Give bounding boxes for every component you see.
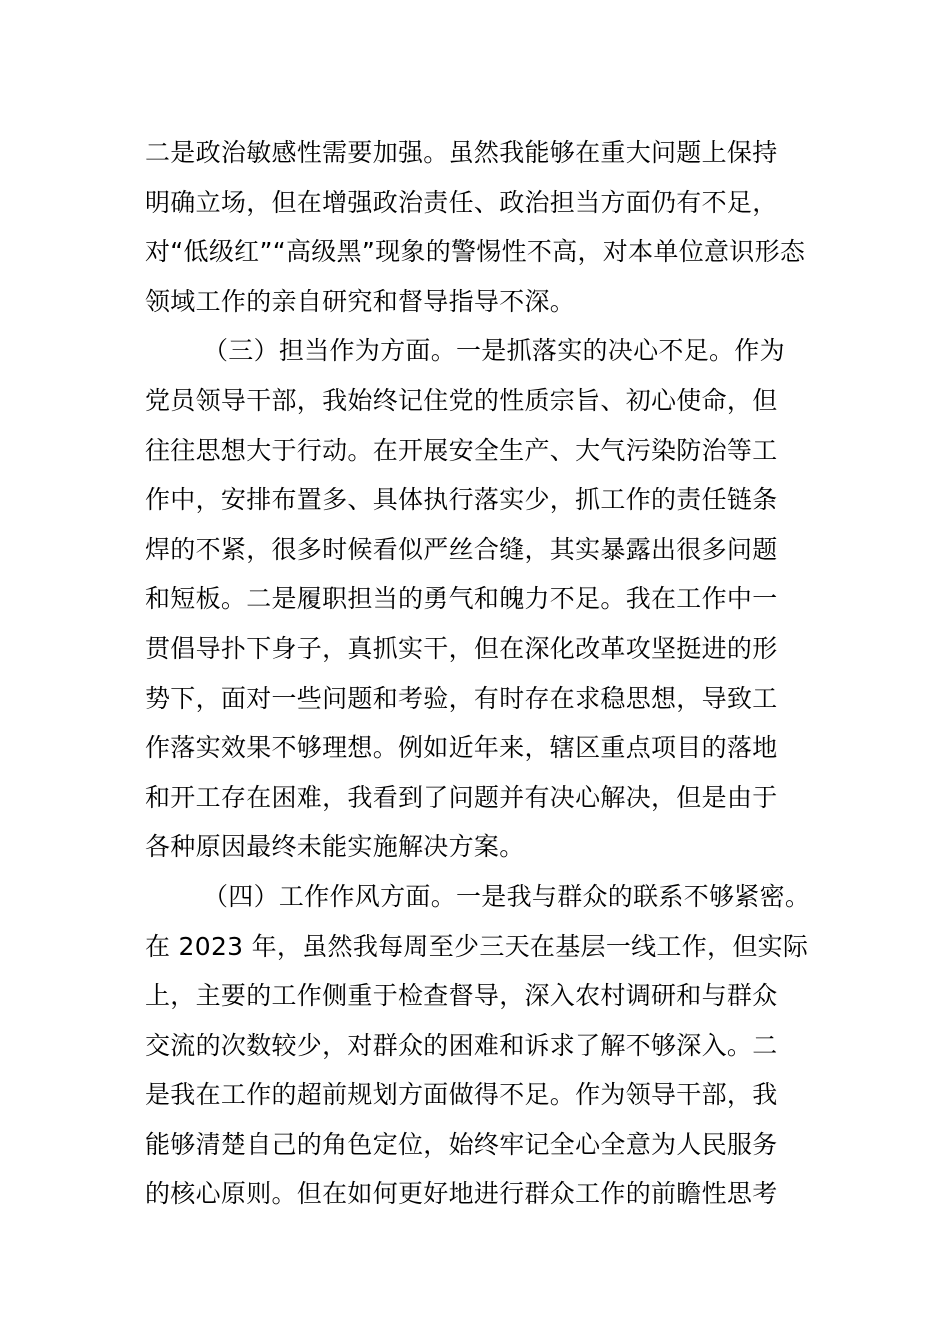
text-line-20: 是我在工作的超前规划方面做得不足。作为领导干部，我 [145,1080,778,1110]
text-line-12: 势下，面对一些问题和考验，有时存在求稳思想，导致工 [145,683,778,713]
text-line-21: 能够清楚自己的角色定位，始终牢记全心全意为人民服务 [145,1129,778,1159]
text-line-19: 交流的次数较少，对群众的困难和诉求了解不够深入。二 [145,1030,778,1060]
text-line-15: 各种原因最终未能实施解决方案。 [145,832,525,862]
text-line-10: 和短板。二是履职担当的勇气和魄力不足。我在工作中一 [145,584,778,614]
text-line-17: 在 2023 年，虽然我每周至少三天在基层一线工作，但实际 [145,931,809,961]
text-line-4: 领域工作的亲自研究和督导指导不深。 [145,286,576,316]
text-line-1: 二是政治敏感性需要加强。虽然我能够在重大问题上保持 [145,138,778,167]
text-line-9: 焊的不紧，很多时候看似严丝合缝，其实暴露出很多问题 [145,534,778,564]
text-line-2: 明确立场，但在增强政治责任、政治担当方面仍有不足， [145,187,778,217]
text-line-14: 和开工存在困难，我看到了问题并有决心解决，但是由于 [145,782,778,812]
section-heading-4: （四）工作作风方面。一是我与群众的联系不够紧密。 [203,881,811,911]
text-line-3: 对“低级红”“高级黑”现象的警惕性不高，对本单位意识形态 [145,237,806,267]
text-line-6: 党员领导干部，我始终记住党的性质宗旨、初心使命，但 [145,385,778,415]
text-line-11: 贯倡导扑下身子，真抓实干，但在深化改革攻坚挺进的形 [145,633,778,663]
text-line-22: 的核心原则。但在如何更好地进行群众工作的前瞻性思考 [145,1179,778,1209]
text-line-13: 作落实效果不够理想。例如近年来，辖区重点项目的落地 [145,733,778,763]
text-line-8: 作中，安排布置多、具体执行落实少，抓工作的责任链条 [145,485,778,515]
text-line-18: 上，主要的工作侧重于检查督导，深入农村调研和与群众 [145,981,778,1011]
text-line-7: 往往思想大于行动。在开展安全生产、大气污染防治等工 [145,435,778,465]
section-heading-3: （三）担当作为方面。一是抓落实的决心不足。作为 [203,336,785,366]
document-body [145,128,825,1219]
